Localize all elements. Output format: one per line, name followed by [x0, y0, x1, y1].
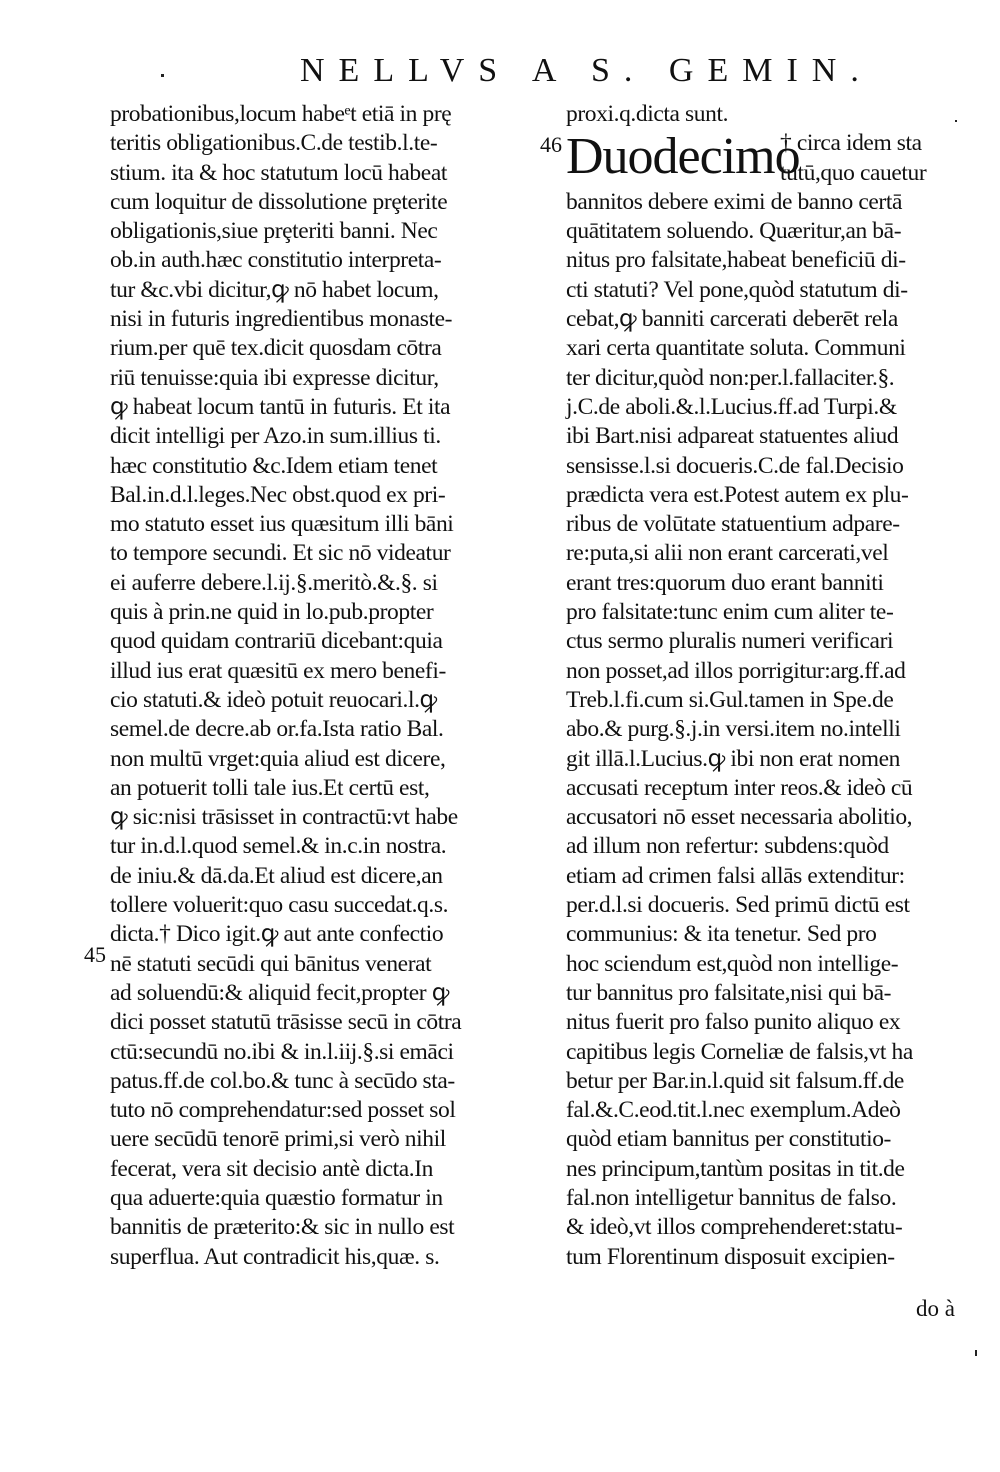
- text-line: cum loquitur de dissolutione prȩterite: [110, 188, 448, 215]
- drop-capital-word: Duodecimo: [566, 128, 800, 186]
- text-line: cio statuti.& ideò potuit reuocari.l.ꝙ: [110, 686, 437, 713]
- text-line: ibi Bart.nisi adpareat statuentes aliud: [566, 423, 899, 450]
- text-line: quis à prin.ne quid in lo.pub.propter: [110, 599, 434, 626]
- text-line: hæc constitutio &c.Idem etiam tenet: [110, 452, 438, 479]
- running-header: NELLVS A S. GEMIN.: [300, 52, 873, 89]
- text-line: dici posset statutū trāsisse secū in cōtra: [110, 1009, 462, 1036]
- text-line: accusatori nō esset necessaria abolitio,: [566, 804, 913, 831]
- text-line: accusati receptum inter reos.& ideò cū: [566, 774, 913, 801]
- text-line: sensisse.l.si docueris.C.de fal.Decisio: [566, 452, 904, 479]
- text-line: betur per Bar.in.l.quid sit falsum.ff.de: [566, 1067, 904, 1094]
- text-line: semel.de decre.ab or.fa.Ista ratio Bal.: [110, 716, 444, 743]
- text-line: per.d.l.si docueris. Sed primū dictū est: [566, 892, 910, 919]
- text-line: ribus de volūtate statuentium adpare-: [566, 511, 900, 538]
- text-line: an potuerit tolli tale ius.Et certū est,: [110, 774, 430, 801]
- text-line: non posset,ad illos porrigitur:arg.ff.ad: [566, 657, 906, 684]
- text-line: tuto nō comprehendatur:sed posset sol: [110, 1097, 456, 1124]
- text-line: nes principum,tantùm positas in tit.de: [566, 1155, 905, 1182]
- text-line: j.C.de aboli.&.l.Lucius.ff.ad Turpi.&: [566, 393, 897, 420]
- text-line: nitus fuerit pro falso punito aliquo ex: [566, 1009, 901, 1036]
- text-line: dicta.† Dico igit.ꝙ aut ante confectio: [110, 921, 444, 948]
- text-line: tur in.d.l.quod semel.& in.c.in nostra.: [110, 833, 447, 860]
- text-line: bannitis de præterito:& sic in nullo est: [110, 1214, 455, 1241]
- scan-speck: [975, 1350, 977, 1356]
- text-line: non multū vrget:quia aliud est dicere,: [110, 745, 446, 772]
- text-line: ꝙ habeat locum tantū in futuris. Et ita: [110, 393, 451, 420]
- text-line: rium.per quē tex.dicit quosdam cōtra: [110, 335, 442, 362]
- text-line: & ideò,vt illos comprehenderet:statu-: [566, 1214, 903, 1241]
- text-line: ei auferre debere.l.ij.§.meritò.&.§. si: [110, 569, 438, 596]
- text-line: xari certa quantitate soluta. Communi: [566, 335, 906, 362]
- text-line: tutū,quo cauetur: [780, 159, 927, 186]
- text-line: fecerat, vera sit decisio antè dicta.In: [110, 1155, 434, 1182]
- text-line: probationibus,locum habeᵉt etiā in prę: [110, 101, 452, 127]
- text-line: de iniu.& dā.da.Et aliud est dicere,an: [110, 862, 443, 889]
- text-line: etiam ad crimen falsi allās extenditur:: [566, 862, 905, 889]
- text-line: patus.ff.de col.bo.& tunc à secūdo sta-: [110, 1067, 455, 1094]
- left-column: [110, 100, 550, 1272]
- text-line: to tempore secundi. Et sic nō videatur: [110, 540, 451, 567]
- text-line: fal.non intelligetur bannitus de falso.: [566, 1184, 897, 1211]
- text-line: nitus pro falsitate,habeat beneficiū di-: [566, 247, 906, 274]
- text-line: re:puta,si alii non erant carcerati,vel: [566, 540, 889, 567]
- text-line: uere secūdū tenorē primi,si verò nihil: [110, 1126, 446, 1153]
- text-line: ꝙ sic:nisi trāsisset in contractū:vt habe: [110, 804, 458, 831]
- right-column-lines: [566, 188, 966, 1272]
- text-line: capitibus legis Corneliæ de falsis,vt ha: [566, 1038, 913, 1065]
- catchword: do à: [916, 1296, 955, 1321]
- text-line: ctus sermo pluralis numeri verificari: [566, 628, 894, 655]
- text-line: quòd etiam bannitus per constitutio-: [566, 1126, 891, 1153]
- scan-speck: [161, 74, 164, 77]
- text-line: proxi.q.dicta sunt.: [566, 101, 729, 127]
- text-line: † circa idem sta: [780, 130, 922, 157]
- text-line: ad illum non refertur: subdens:quòd: [566, 833, 889, 860]
- right-column: [566, 100, 966, 1272]
- text-line: ter dicitur,quòd non:per.l.fallaciter.§.: [566, 364, 895, 391]
- text-line: tur bannitus pro falsitate,nisi qui bā-: [566, 979, 892, 1006]
- scan-speck: [955, 120, 957, 122]
- text-line: mo statuto esset ius quæsitum illi bāni: [110, 511, 454, 538]
- text-line: ob.in auth.hæc constitutio interpreta-: [110, 247, 442, 274]
- text-line: cti statuti? Vel pone,quòd statutum di-: [566, 276, 908, 303]
- text-line: erant tres:quorum duo erant banniti: [566, 569, 884, 596]
- text-line: bannitos debere eximi de banno certā: [566, 188, 903, 215]
- text-line: nisi in futuris ingredientibus monaste-: [110, 306, 453, 333]
- text-line: nē statuti secūdi qui bānitus venerat: [110, 950, 432, 977]
- text-line: communius: & ita tenetur. Sed pro: [566, 921, 877, 948]
- text-line: riū tenuisse:quia ibi expresse dicitur,: [110, 364, 439, 391]
- text-line: teritis obligationibus.C.de testib.l.te-: [110, 130, 438, 157]
- text-line: stium. ita & hoc statutum locū habeat: [110, 159, 447, 186]
- text-line: illud ius erat quæsitū ex mero benefi-: [110, 657, 446, 684]
- margin-number-46: 46: [540, 132, 562, 157]
- text-line: dicit intelligi per Azo.in sum.illius ti.: [110, 423, 441, 450]
- text-line: tur &c.vbi dicitur,ꝙ nō habet locum,: [110, 276, 439, 303]
- text-line: Bal.in.d.l.leges.Nec obst.quod ex pri-: [110, 481, 446, 508]
- text-line: qua aduerte:quia quæstio formatur in: [110, 1184, 443, 1211]
- text-line: pro falsitate:tunc enim cum aliter te-: [566, 599, 894, 626]
- text-line: quod quidam contrariū dicebant:quia: [110, 628, 443, 655]
- text-line: ctū:secundū no.ibi & in.l.iij.§.si emāci: [110, 1038, 454, 1065]
- dropcap-block: [566, 129, 966, 188]
- text-line: cebat,ꝙ banniti carcerati deberēt rela: [566, 306, 898, 333]
- text-line: abo.& purg.§.j.in versi.item no.intelli: [566, 716, 901, 743]
- text-line: fal.&.C.eod.tit.l.nec exemplum.Adeò: [566, 1097, 901, 1124]
- text-line: tollere voluerit:quo casu succedat.q.s.: [110, 892, 449, 919]
- text-line: hoc sciendum est,quòd non intellige-: [566, 950, 899, 977]
- text-line: Treb.l.fi.cum si.Gul.tamen in Spe.de: [566, 686, 894, 713]
- text-line: obligationis,siue prȩteriti banni. Nec: [110, 218, 438, 245]
- text-line: prædicta vera est.Potest autem ex plu-: [566, 481, 909, 508]
- text-line: ad soluendū:& aliquid fecit,propter ꝙ: [110, 979, 449, 1006]
- text-line: git illā.l.Lucius.ꝙ ibi non erat nomen: [566, 745, 900, 772]
- text-line: superflua. Aut contradicit his,quæ. s.: [110, 1243, 440, 1270]
- text-line: quātitatem soluendo. Quæritur,an bā-: [566, 218, 902, 245]
- margin-number-45: 45: [84, 942, 106, 967]
- text-line: tum Florentinum disposuit excipien-: [566, 1243, 895, 1270]
